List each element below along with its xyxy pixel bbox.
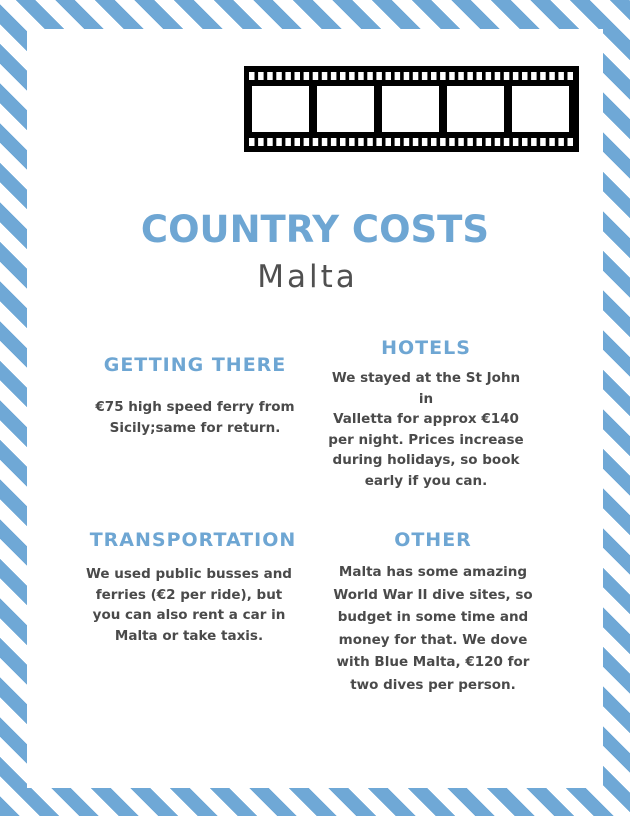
text-line: two dives per person. <box>350 676 516 693</box>
text-line: We used public busses and <box>86 566 292 582</box>
hotels-heading: HOTELS <box>381 337 471 359</box>
text-line: Valletta for approx €140 <box>333 411 519 427</box>
text-line: per night. Prices increase <box>328 431 524 448</box>
page-title: COUNTRY COSTS <box>140 208 490 251</box>
getting-there-heading: GETTING THERE <box>103 354 287 376</box>
other-heading: OTHER <box>394 529 472 551</box>
text-line: with Blue Malta, €120 for <box>336 654 530 670</box>
text-line: money for that. We dove <box>338 631 528 648</box>
other-text <box>318 561 548 696</box>
text-line: We stayed at the St John in <box>331 370 521 407</box>
text-line: Malta or take taxis. <box>114 627 264 644</box>
text-line: budget in some time and <box>337 609 529 625</box>
film-strip-icon <box>244 66 579 152</box>
text-line: €75 high speed ferry from <box>95 399 295 415</box>
text-line: during holidays, so book <box>332 452 520 468</box>
getting-there-text <box>80 397 310 438</box>
page-subtitle: Malta <box>257 259 358 295</box>
text-line: World War II dive sites, so <box>333 586 533 603</box>
text-line: Sicily;same for return. <box>109 419 281 436</box>
text-line: ferries (€2 per ride), but <box>95 586 283 603</box>
text-line: you can also rent a car in <box>92 607 286 623</box>
text-line: Malta has some amazing <box>338 564 528 580</box>
transportation-text <box>80 564 298 646</box>
hotels-text <box>326 368 526 491</box>
transportation-heading: TRANSPORTATION <box>89 529 297 551</box>
text-line: early if you can. <box>364 472 488 489</box>
